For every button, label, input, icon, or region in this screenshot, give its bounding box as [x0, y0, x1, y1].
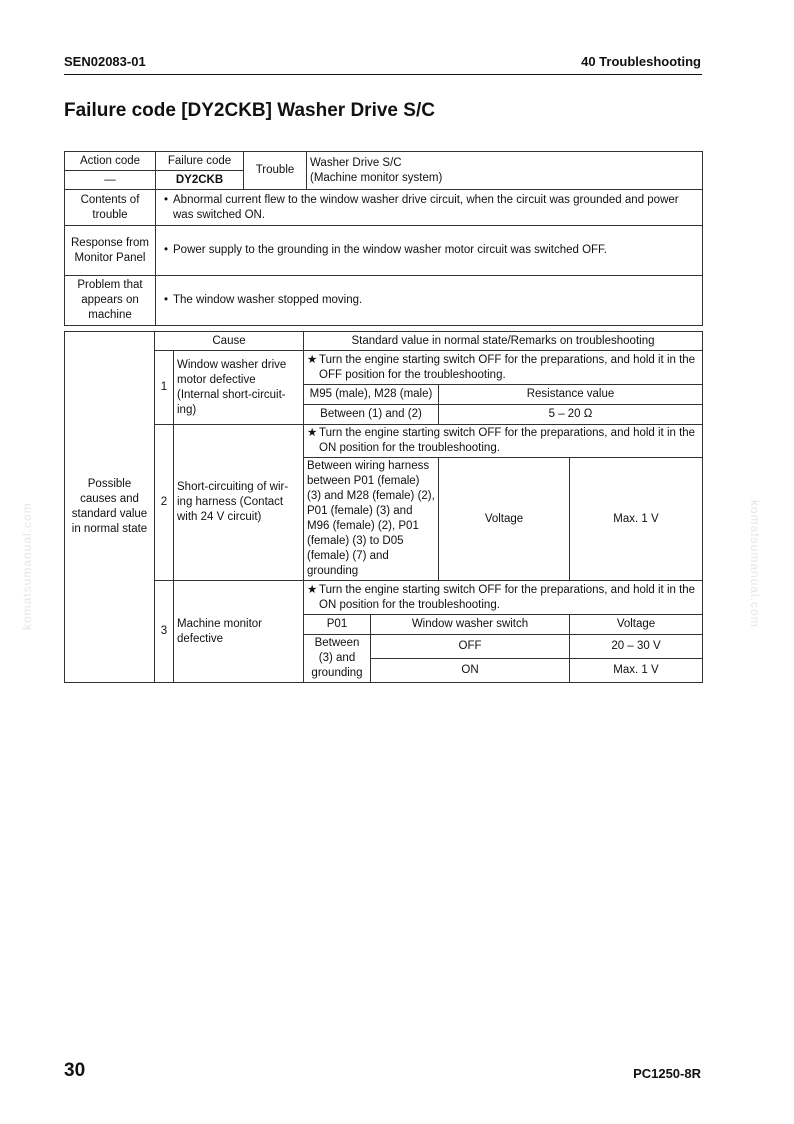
failure-code-value: DY2CKB: [156, 171, 244, 190]
action-code-value: —: [65, 171, 156, 190]
switch-state: OFF: [371, 635, 570, 659]
problem-text: The window washer stopped moving.: [173, 294, 363, 306]
trouble-line-2: (Machine monitor system): [310, 171, 443, 184]
star-icon: ★: [307, 353, 318, 366]
action-code-label: Action code: [65, 152, 156, 171]
cause-name: Short-circuiting of wir-ing harness (Contact with 24 V circuit): [174, 425, 304, 581]
doc-code: SEN02083-01: [64, 54, 146, 69]
watermark-right: komatsumanual.com: [748, 500, 762, 628]
switch-state: ON: [371, 659, 570, 683]
causes-section-label: Possible causes and standard value in normal state: [65, 332, 155, 683]
measure-value: Max. 1 V: [570, 458, 703, 581]
problem-cell: [156, 276, 703, 326]
section-title: 40 Troubleshooting: [581, 54, 701, 69]
cause-note: [304, 581, 703, 615]
cause-header: Cause: [155, 332, 304, 351]
response-label: Response from Monitor Panel: [65, 226, 156, 276]
resistance-header: Resistance value: [439, 385, 703, 405]
trouble-line-1: Washer Drive S/C: [310, 156, 402, 169]
page-title: Failure code [DY2CKB] Washer Drive S/C: [64, 100, 435, 121]
cause-name: Window washer drive motor defective (Internal short-circuit-ing): [174, 351, 304, 425]
star-icon: ★: [307, 427, 318, 439]
voltage-header: Voltage: [570, 615, 703, 635]
trouble-label: Trouble: [244, 152, 307, 190]
cause-name: Machine monitor defective: [174, 581, 304, 683]
failure-code-label: Failure code: [156, 152, 244, 171]
failure-info-table: [64, 151, 703, 326]
voltage-value: Max. 1 V: [570, 659, 703, 683]
contents-text: Abnormal current flew to the window washer drive circuit, when the circuit was grounded and power was switched ON.: [173, 193, 679, 221]
bullet: •: [163, 193, 169, 206]
problem-label: Problem that appears on machine: [65, 276, 156, 326]
measure-label: Voltage: [439, 458, 570, 581]
contents-label: Contents of trouble: [65, 190, 156, 226]
switch-header: Window washer switch: [371, 615, 570, 635]
causes-table: [64, 331, 703, 683]
measure-point: Between (3) and grounding: [304, 635, 371, 683]
resistance-value: 5 – 20 Ω: [439, 405, 703, 425]
page-number: 30: [64, 1060, 86, 1081]
voltage-value: 20 – 30 V: [570, 635, 703, 659]
connector-header: M95 (male), M28 (male): [304, 385, 439, 405]
model-code: PC1250-8R: [633, 1066, 701, 1081]
cause-number: 3: [155, 581, 174, 683]
star-icon: ★: [307, 583, 318, 596]
harness-detail: Between wiring harness between P01 (female) (3) and M28 (female) (2), P01 (female) (3) and M96 (female) (2), P01 (female) (3) to D05 (female) (7) and grounding: [304, 458, 439, 581]
response-text: Power supply to the grounding in the window washer motor circuit was switched OFF.: [173, 244, 608, 256]
response-cell: [156, 226, 703, 276]
note-text: Turn the engine starting switch OFF for the preparations, and hold it in the ON position for the troubleshooting.: [319, 583, 696, 611]
cause-number: 1: [155, 351, 174, 425]
cause-number: 2: [155, 425, 174, 581]
bullet: •: [163, 294, 169, 306]
cause-note: [304, 425, 703, 458]
contents-cell: [156, 190, 703, 226]
cause-note: [304, 351, 703, 385]
watermark-left: komatsumanual.com: [20, 502, 34, 630]
standard-header: Standard value in normal state/Remarks on troubleshooting: [304, 332, 703, 351]
note-text: Turn the engine starting switch OFF for the preparations, and hold it in the ON position for the troubleshooting.: [319, 427, 696, 454]
header-rule: [64, 74, 702, 75]
connector-header: P01: [304, 615, 371, 635]
trouble-description: [307, 152, 703, 190]
bullet: •: [163, 244, 169, 256]
note-text: Turn the engine starting switch OFF for the preparations, and hold it in the OFF position for the troubleshooting.: [319, 353, 696, 381]
measure-point: Between (1) and (2): [304, 405, 439, 425]
